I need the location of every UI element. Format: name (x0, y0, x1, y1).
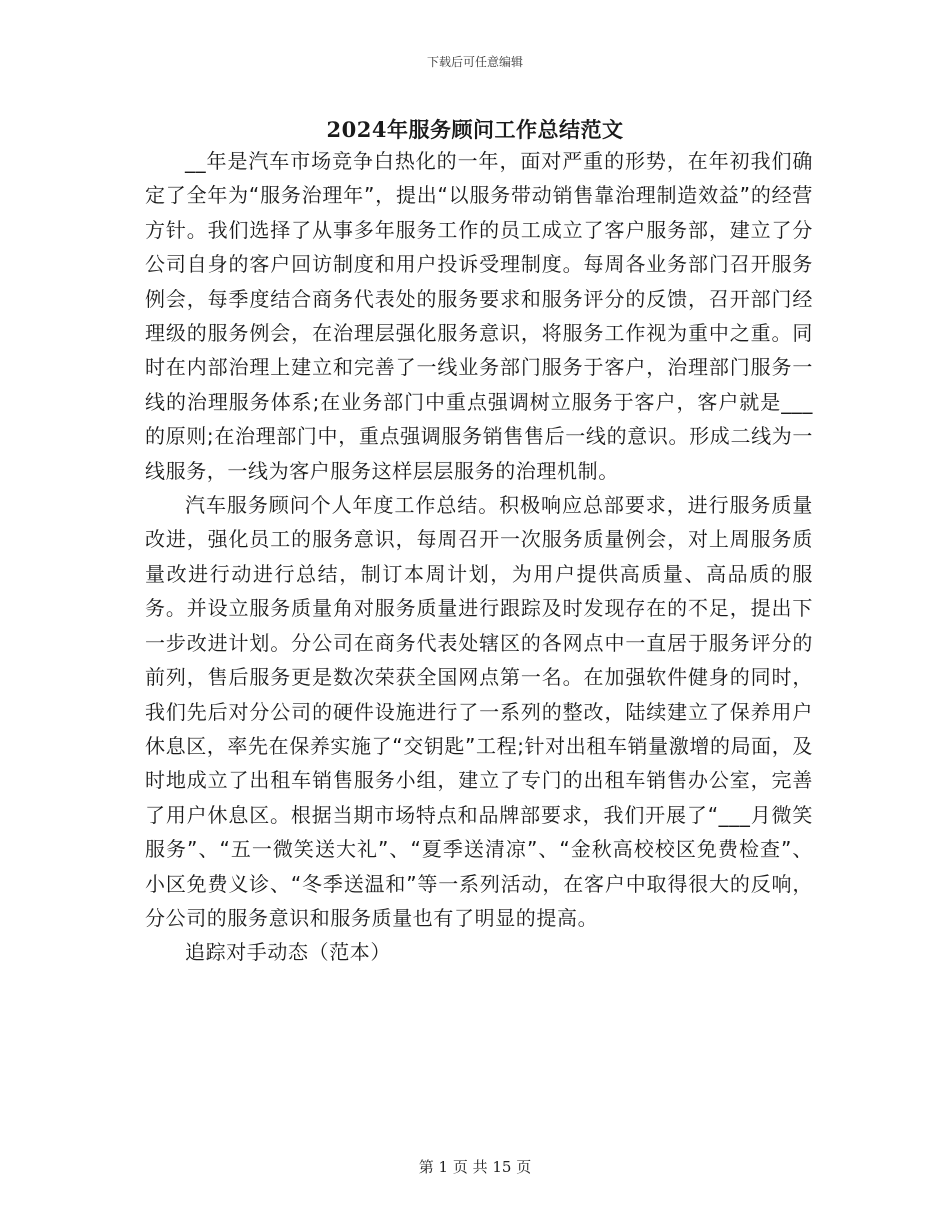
document-title: 2024年服务顾问工作总结范文 (326, 117, 624, 142)
paragraph-3: 追踪对手动态（范本） (185, 940, 391, 965)
paragraph-1: __年是汽车市场竞争白热化的一年，面对严重的形势，在年初我们确定了全年为“服务治理年”，提出“以服务带动销售靠治理制造效益”的经营方针。我们选择了从事多年服务工作的员工成立了客户服务部，建立了分公司自身的客户回访制度和用户投诉受理制度。每周各业务部门召开服务例会，每季度结合商务代表处的服务要求和服务评分的反馈，召开部门经理级的服务例会，在治理层强化服务意识，将服务工作视为重中之重。同时在内部治理上建立和完善了一线业务部门服务于客户，治理部门服务一线的治理服务体系;在业务部门中重点强调树立服务于客户，客户就是___的原则;在治理部门中，重点强调服务销售售后一线的意识。形成二线为一线服务，一线为客户服务这样层层服务的治理机制。 (145, 149, 813, 483)
page-number-footer: 第 1 页 共 15 页 (418, 1158, 532, 1176)
document-body (145, 144, 813, 970)
header-note: 下载后可任意编辑 (426, 55, 523, 69)
paragraph-2: 汽车服务顾问个人年度工作总结。积极响应总部要求，进行服务质量改进，强化员工的服务意识，每周召开一次服务质量例会，对上周服务质量改进行动进行总结，制订本周计划，为用户提供高质量、高品质的服务。并设立服务质量角对服务质量进行跟踪及时发现存在的不足，提出下一步改进计划。分公司在商务代表处辖区的各网点中一直居于服务评分的前列，售后服务更是数次荣获全国网点第一名。在加强软件健身的同时，我们先后对分公司的硬件设施进行了一系列的整改，陆续建立了保养用户休息区，率先在保养实施了“交钥匙”工程;针对出租车销量激增的局面，及时地成立了出租车销售服务小组，建立了专门的出租车销售办公室，完善了用户休息区。根据当期市场特点和品牌部要求，我们开展了“___月微笑服务”、“五一微笑送大礼”、“夏季送清凉”、“金秋高校校区免费检查”、小区免费义诊、“冬季送温和”等一系列活动，在客户中取得很大的反响，分公司的服务意识和服务质量也有了明显的提高。 (145, 493, 813, 930)
